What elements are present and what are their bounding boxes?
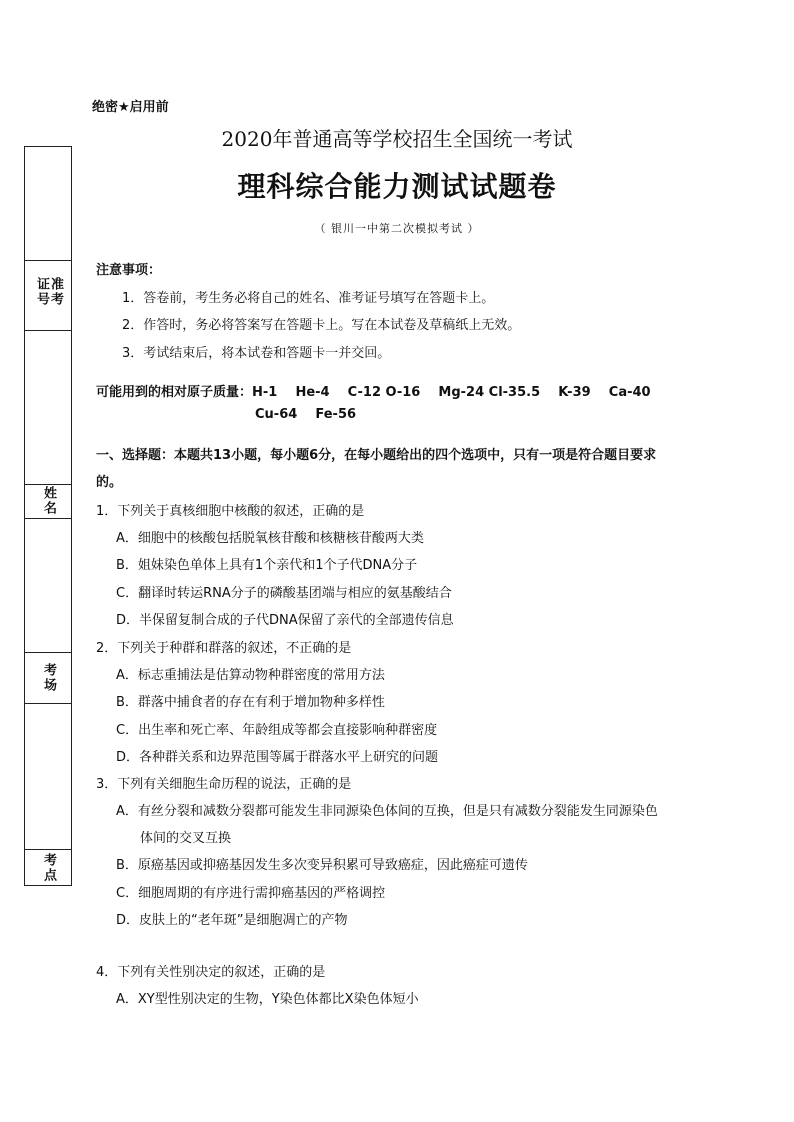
question-option: B．姐妹染色单体上具有1个亲代和1个子代DNA分子 — [116, 558, 418, 573]
strip-divider — [25, 518, 71, 519]
question-stem: 2．下列关于种群和群落的叙述，不正确的是 — [96, 641, 352, 656]
question-option: A．XY型性别决定的生物，Y染色体都比X染色体短小 — [116, 992, 419, 1007]
atomic-mass-values-2: Cu-64 Fe-56 — [255, 407, 357, 422]
strip-divider — [25, 260, 71, 261]
question-stem: 3．下列有关细胞生命历程的说法，正确的是 — [96, 777, 352, 792]
exam-title: 2020年普通高等学校招生全国统一考试 — [221, 127, 573, 151]
label-exam-room: 考场 — [41, 663, 56, 693]
label-exam-site: 考点 — [41, 853, 56, 883]
question-option: C．翻译时转运RNA分子的磷酸基团端与相应的氨基酸结合 — [116, 586, 452, 601]
section-heading-cont: 的。 — [96, 475, 123, 490]
question-option: A．有丝分裂和减数分裂都可能发生非同源染色体间的互换，但是只有减数分裂能发生同源染色 — [116, 804, 658, 819]
page-title: 理科综合能力测试试题卷 — [237, 170, 557, 203]
notice-item: 1．答卷前，考生务必将自己的姓名、准考证号填写在答题卡上。 — [122, 291, 495, 306]
notice-item: 2．作答时，务必将答案写在答题卡上。写在本试卷及草稿纸上无效。 — [122, 318, 521, 333]
question-option: D．半保留复制合成的子代DNA保留了亲代的全部遗传信息 — [116, 613, 454, 628]
strip-divider — [25, 703, 71, 704]
atomic-mass-line — [96, 381, 651, 400]
question-option: B．群落中捕食者的存在有利于增加物种多样性 — [116, 695, 385, 710]
question-option: A．标志重捕法是估算动物种群密度的常用方法 — [116, 668, 385, 683]
question-option: C．细胞周期的有序进行需抑癌基因的严格调控 — [116, 886, 386, 901]
question-option-cont: 体间的交叉互换 — [140, 831, 232, 846]
question-option: A．细胞中的核酸包括脱氧核苷酸和核糖核苷酸两大类 — [116, 531, 424, 546]
atomic-mass-values: H-1 He-4 C-12 O-16 Mg-24 Cl-35.5 K-39 Ca-40 — [252, 385, 651, 400]
question-option: B．原癌基因或抑癌基因发生多次变异积累可导致癌症，因此癌症可遗传 — [116, 858, 528, 873]
question-option: D．皮肤上的“老年斑”是细胞凋亡的产物 — [116, 913, 348, 928]
notice-heading: 注意事项： — [96, 263, 162, 278]
question-stem: 4．下列有关性别决定的叙述，正确的是 — [96, 965, 326, 980]
label-exam-number: 准考证号 — [34, 277, 63, 307]
question-stem: 1．下列关于真核细胞中核酸的叙述，正确的是 — [96, 504, 365, 519]
label-name: 姓名 — [41, 486, 56, 516]
binding-strip — [24, 146, 72, 886]
sub-title: （ 银川一中第二次模拟考试 ） — [314, 222, 480, 235]
section-heading: 一、选择题：本题共13小题，每小题6分，在每小题给出的四个选项中，只有一项是符合题目要求 — [96, 448, 657, 463]
strip-divider — [25, 652, 71, 653]
strip-divider — [25, 330, 71, 331]
question-option: C．出生率和死亡率、年龄组成等都会直接影响种群密度 — [116, 723, 438, 738]
atomic-mass-label: 可能用到的相对原子质量： — [96, 385, 253, 400]
confidential-label: 绝密★启用前 — [92, 100, 169, 115]
question-option: D．各种群关系和边界范围等属于群落水平上研究的问题 — [116, 750, 439, 765]
notice-item: 3．考试结束后，将本试卷和答题卡一并交回。 — [122, 346, 391, 361]
